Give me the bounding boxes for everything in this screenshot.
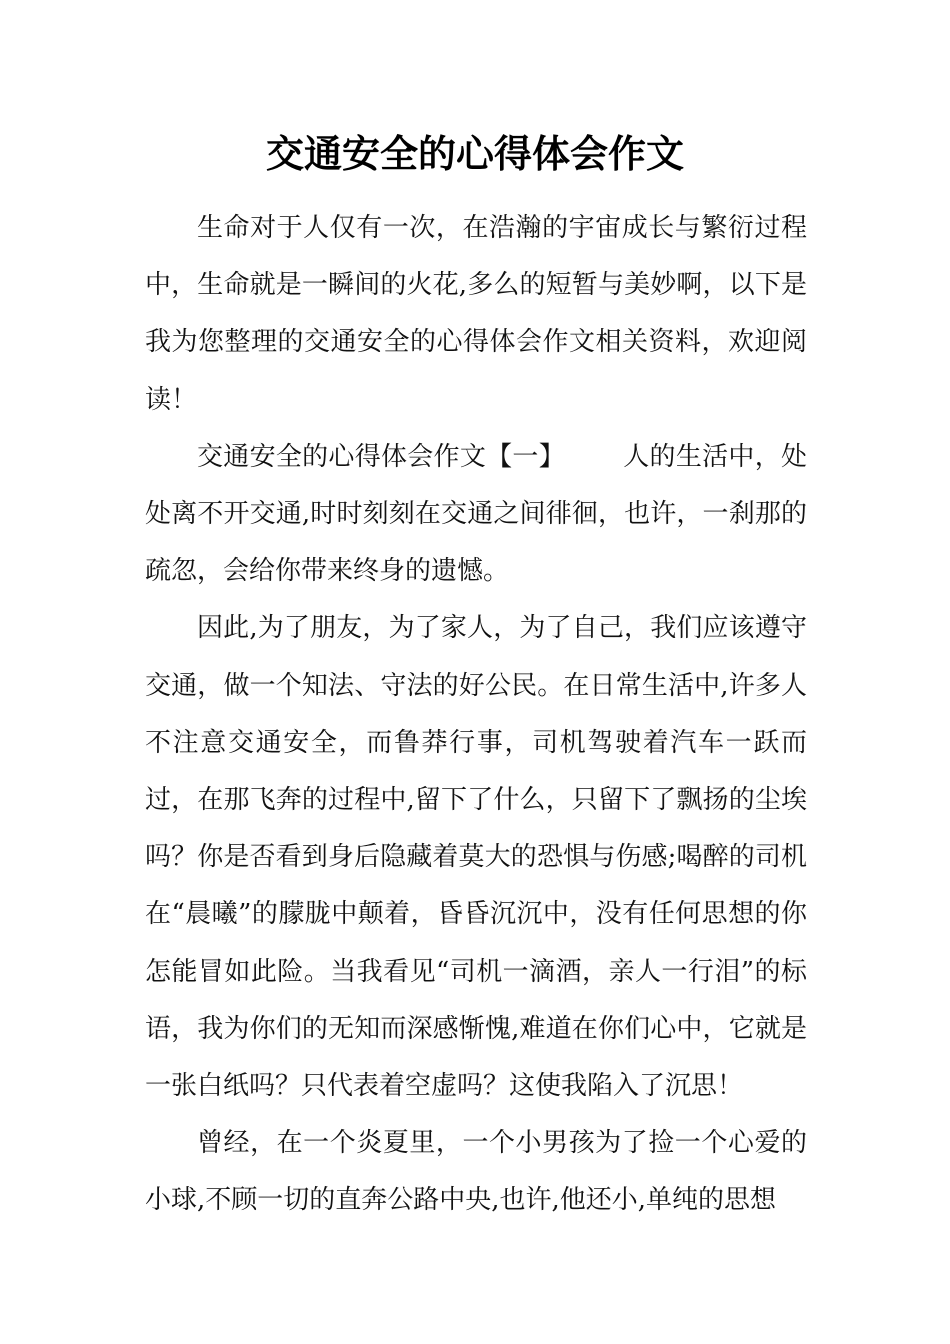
document-title: 交通安全的心得体会作文 bbox=[265, 131, 684, 176]
paragraph-story: 曾经，在一个炎夏里，一个小男孩为了捡一个心爱的小球,不顾一切的直奔公路中央,也许,他还小,单纯的思想 bbox=[145, 1128, 807, 1216]
section-one-text: 人的生活中，处处离不开交通,时时刻刻在交通之间徘徊，也许，一刹那的疏忽，会给你带来终身的遗憾。 bbox=[145, 441, 807, 587]
paragraph-section-one bbox=[145, 429, 807, 601]
paragraph-body: 因此,为了朋友，为了家人，为了自己，我们应该遵守交通，做一个知法、守法的好公民。在日常生活中,许多人不注意交通安全，而鲁莽行事，司机驾驶着汽车一跃而过，在那飞奔的过程中,留下了什么，只留下了飘扬的尘埃吗？你是否看到身后隐藏着莫大的恐惧与伤感;喝醉的司机在“晨曦”的朦胧中颠着，昏昏沉沉中，没有任何思想的你怎能冒如此险。当我看见“司机一滴酒，亲人一行泪”的标语，我为你们的无知而深感惭愧,难道在你们心中，它就是一张白纸吗？只代表着空虚吗？这使我陷入了沉思！ bbox=[145, 613, 807, 1102]
paragraph-intro: 生命对于人仅有一次，在浩瀚的宇宙成长与繁衍过程中，生命就是一瞬间的火花,多么的短暂与美妙啊，以下是我为您整理的交通安全的心得体会作文相关资料，欢迎阅读！ bbox=[145, 213, 807, 415]
section-heading: 交通安全的心得体会作文【一】 bbox=[197, 441, 565, 472]
document-body bbox=[145, 200, 807, 1230]
